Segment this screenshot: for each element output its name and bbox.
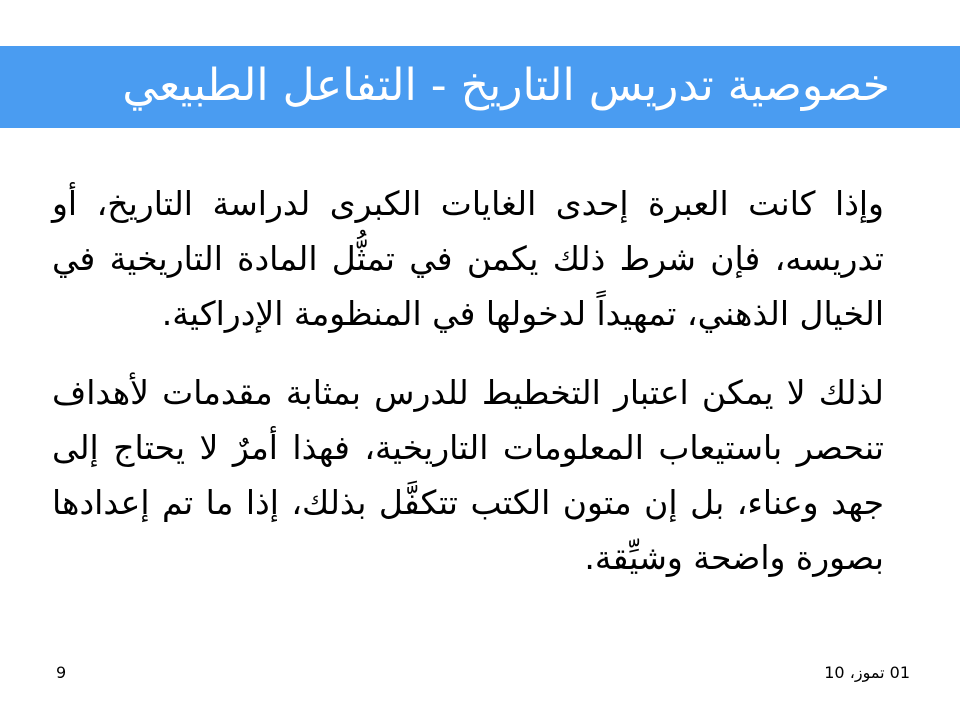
page-number: 9	[56, 663, 67, 682]
slide-title: خصوصية تدريس التاريخ - التفاعل الطبيعي	[122, 60, 890, 111]
footer-date: 01 تموز، 10	[824, 663, 910, 682]
paragraph-2: لذلك لا يمكن اعتبار التخطيط للدرس بمثابة مقدمات لأهداف تنحصر باستيعاب المعلومات التاريخية، فهذا أمرٌ لا يحتاج إلى جهد وعناء، بل إن متون الكتب تتكفَّل بذلك، إذا ما تم إعدادها بصورة واضحة وشيِّقة.	[52, 373, 884, 577]
slide-content	[52, 176, 884, 609]
paragraph-1: وإذا كانت العبرة إحدى الغايات الكبرى لدراسة التاريخ، أو تدريسه، فإن شرط ذلك يكمن في تمثُّل المادة التاريخية في الخيال الذهني، تمهيداً لدخولها في المنظومة الإدراكية.	[52, 184, 884, 333]
title-bar	[0, 46, 960, 128]
